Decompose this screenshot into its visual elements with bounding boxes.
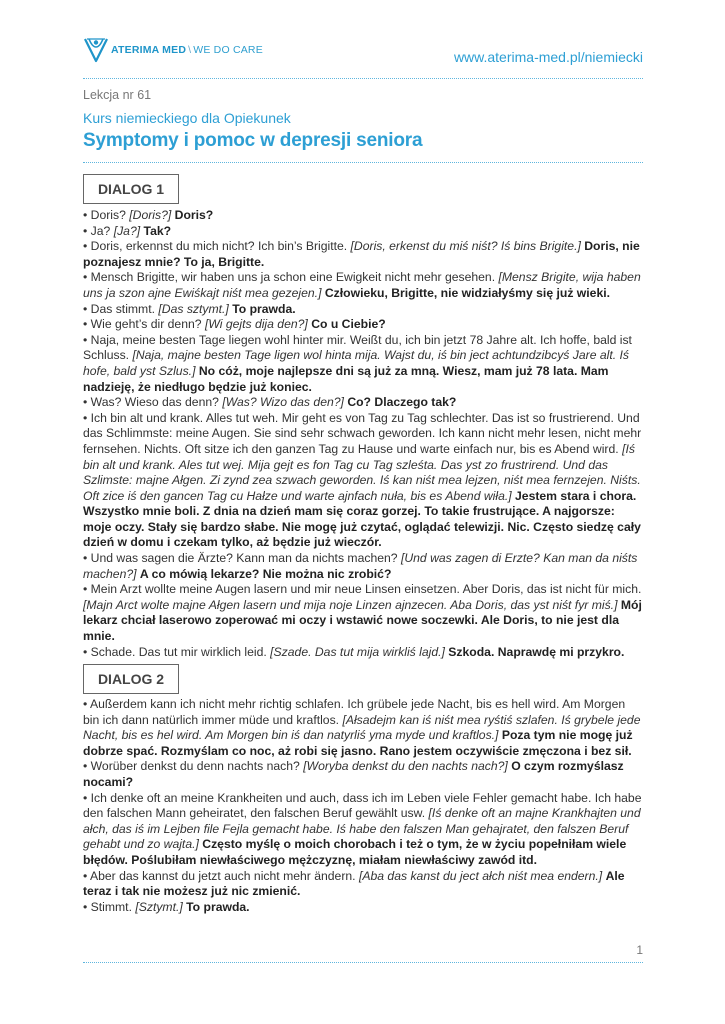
polish-translation: To prawda. bbox=[232, 301, 296, 316]
pronunciation-text: [Woryba denkst du den nachts nach?] bbox=[303, 759, 508, 774]
dialog-line bbox=[83, 759, 643, 790]
brand-logo[interactable] bbox=[83, 33, 263, 67]
pronunciation-text: [Und was zagen di Erzte? Kan man da niśts machen?] bbox=[83, 551, 638, 581]
pronunciation-text: [Ałsadejm kan iś niśt mea ryśtiś szlafen. Iś grybele jede Nacht, bis es hel wird. Am Morgen bin iś dan natyrliś yma myde und kraftlos.] bbox=[83, 712, 641, 743]
website-link[interactable]: www.aterima-med.pl/niemiecki bbox=[453, 49, 643, 65]
polish-translation: Jestem stara i chora. Wszystko mnie boli. Z dnia na dzień mam się coraz gorzej. To takie frustrujące. A najgorsze: moje oczy. Stały się bardzo słabe. Nie mogę już czytać, oglądać telewizji. Nic. Często siedzę cały dzień w domu i czekam tylko, aż będzie już wieczór. bbox=[83, 488, 641, 550]
dialog-2-text bbox=[83, 697, 643, 915]
pronunciation-text: [Sztymt.] bbox=[135, 899, 183, 914]
german-text: • Stimmt. bbox=[83, 899, 132, 914]
pronunciation-text: [Ja?] bbox=[113, 223, 141, 238]
german-text: • Mein Arzt wollte meine Augen lasern und mir neue Linsen einsetzen. Aber Doris, das ist nicht für mich. bbox=[83, 582, 642, 597]
dialog-line bbox=[83, 697, 643, 759]
course-name: Kurs niemieckiego dla Opiekunek bbox=[83, 110, 291, 126]
dialog-line bbox=[83, 302, 643, 318]
pronunciation-text: [Majn Arct wolte majne Ałgen lasern und mija noje Linzen ajnzecen. Aba Doris, das yst niśt fyr miś.] bbox=[83, 597, 618, 612]
polish-translation: O czym rozmyślasz nocami? bbox=[83, 759, 624, 789]
pronunciation-text: [Mensz Brigite, wija haben uns ja szon ajne Ewiśkajt niśt mea gezejen.] bbox=[83, 270, 641, 300]
page-header bbox=[83, 30, 643, 70]
pronunciation-text: [Iś denke oft an majne Krankhajten und ałch, das iś im Lejben file Fejla gemacht habe. Iś habe den falszen Man gehajratet, den falszen Beruf gehabt und zo wajta.] bbox=[83, 806, 641, 852]
dotted-divider bbox=[83, 962, 643, 963]
dialog-line bbox=[83, 270, 643, 301]
dialog-1-text bbox=[83, 208, 643, 660]
dialog-line bbox=[83, 869, 643, 900]
polish-translation: Człowieku, Brigitte, nie widziałyśmy się już wieki. bbox=[324, 285, 610, 300]
german-text: • Mensch Brigitte, wir haben uns ja schon eine Ewigkeit nicht mehr gesehen. bbox=[83, 270, 496, 285]
german-text: • Worüber denkst du denn nachts nach? bbox=[83, 759, 300, 774]
polish-translation: No cóż, moje najlepsze dni są już za mną. Wiesz, mam już 78 lata. Mam nadzieję, że niedługo będzie już koniec. bbox=[83, 363, 609, 394]
polish-translation: Doris? bbox=[174, 208, 214, 222]
lesson-number: Lekcja nr 61 bbox=[83, 88, 152, 102]
pronunciation-text: [Was? Wizo das den?] bbox=[222, 395, 344, 410]
dialog-line bbox=[83, 582, 643, 644]
dialog-2-label: DIALOG 2 bbox=[83, 664, 179, 694]
german-text: • Ich bin alt und krank. Alles tut weh. Mir geht es von Tag zu Tag schlechter. Das ist so frustrierend. Und das Schlimmste: meine Augen. Sie sind sehr schwach geworden. Ich kann nicht mehr lesen, nicht mehr fernsehen. Nichts. Oft sitze ich den ganzen Tag zu Hause und warte einfach nur, bis es Abend wird. bbox=[83, 410, 642, 456]
dialog-line bbox=[83, 411, 643, 551]
pronunciation-text: [Aba das kanst du ject ałch niśt mea endern.] bbox=[358, 868, 603, 883]
dialog-line bbox=[83, 395, 643, 411]
polish-translation: To prawda. bbox=[186, 899, 250, 914]
german-text: • Doris? bbox=[83, 208, 126, 222]
dialog-line bbox=[83, 317, 643, 333]
polish-translation: Poza tym nie mogę już dobrze spać. Rozmyślam co noc, aż robi się jasno. Rano jestem oczywiście zmęczona i bez sił. bbox=[83, 728, 633, 758]
pronunciation-text: [Doris?] bbox=[129, 208, 172, 222]
dialog-1-label: DIALOG 1 bbox=[83, 174, 179, 204]
dialog-line bbox=[83, 791, 643, 869]
dialog-line bbox=[83, 224, 643, 240]
german-text: • Und was sagen die Ärzte? Kann man da nichts machen? bbox=[83, 551, 398, 566]
dialog-line bbox=[83, 900, 643, 916]
polish-translation: Ale teraz i tak nie możesz już nic zmienić. bbox=[83, 868, 625, 899]
polish-translation: Co u Ciebie? bbox=[311, 317, 386, 332]
german-text: • Aber das kannst du jetzt auch nicht mehr ändern. bbox=[83, 868, 356, 883]
pronunciation-text: [Szade. Das tut mija wirkliś lajd.] bbox=[270, 644, 445, 659]
german-text: • Ich denke oft an meine Krankheiten und auch, dass ich im Leben viele Fehler gemacht habe. Ich habe den falschen Mann geheiratet, den falschen Beruf gewählt usw. bbox=[83, 790, 642, 821]
aterima-logo-icon bbox=[83, 35, 109, 65]
german-text: • Naja, meine besten Tage liegen wohl hinter mir. Weißt du, ich bin jetzt 78 Jahre alt. Ich hoffe, bald ist Schluss. bbox=[83, 332, 632, 363]
polish-translation: A co mówią lekarze? Nie można nic zrobić? bbox=[139, 566, 392, 581]
logo-wordmark: ATERIMA MED \ WE DO CARE bbox=[111, 44, 263, 56]
german-text: • Was? Wieso das denn? bbox=[83, 395, 219, 410]
pronunciation-text: [Wi gejts dija den?] bbox=[204, 317, 308, 332]
pronunciation-text: [Das sztymt.] bbox=[158, 301, 229, 316]
dialog-line bbox=[83, 333, 643, 395]
pronunciation-text: [Naja, majne besten Tage ligen wol hinta mija. Wajst du, iś bin ject achtundzibcyś Jare alt. Iś hofe, bald yst Szlus.] bbox=[83, 348, 630, 378]
polish-translation: Co? Dlaczego tak? bbox=[347, 395, 457, 410]
german-text: • Doris, erkennst du mich nicht? Ich bin’s Brigitte. bbox=[83, 239, 348, 254]
german-text: • Wie geht’s dir denn? bbox=[83, 317, 202, 332]
pronunciation-text: [Iś bin alt und krank. Ales tut wej. Mija gejt es fon Tag cu Tag szleśta. Das yst zo frustrirend. Und das Szlimste: majne Ałgen. Zi zynd zea szwach geworden. Iś kan niśt mea lejzen, niśt mea fernzejen. Niśts. Oft zice iś den gancen Tag cu Hałze und warte ajnfach nuła, bis es Abend wiła.] bbox=[83, 441, 641, 503]
german-text: • Ja? bbox=[83, 223, 111, 238]
dialog-line bbox=[83, 239, 643, 270]
german-text: • Das stimmt. bbox=[83, 301, 155, 316]
dialog-line bbox=[83, 551, 643, 582]
dotted-divider bbox=[83, 78, 643, 79]
polish-translation: Często myślę o moich chorobach i też o tym, że w życiu popełniłam wiele błędów. Poślubiłam niewłaściwego mężczyznę, miałam niewłaściwy zawód itd. bbox=[83, 837, 627, 867]
dialog-line bbox=[83, 645, 643, 661]
dialog-line bbox=[83, 208, 643, 224]
dotted-divider bbox=[83, 162, 643, 163]
polish-translation: Szkoda. Naprawdę mi przykro. bbox=[448, 644, 625, 659]
german-text: • Schade. Das tut mir wirklich leid. bbox=[83, 644, 267, 659]
polish-translation: Tak? bbox=[143, 223, 172, 238]
page-number: 1 bbox=[636, 943, 643, 957]
pronunciation-text: [Doris, erkenst du miś niśt? Iś bins Brigite.] bbox=[350, 239, 581, 254]
polish-translation: Doris, nie poznajesz mnie? To ja, Brigitte. bbox=[83, 239, 640, 269]
german-text: • Außerdem kann ich nicht mehr richtig schlafen. Ich grübele jede Nacht, bis es hell wird. Am Morgen bin ich dann natürlich immer müde und kraftlos. bbox=[83, 697, 626, 727]
page-title: Symptomy i pomoc w depresji seniora bbox=[83, 130, 423, 151]
polish-translation: Mój lekarz chciał laserowo zoperować mi oczy i wstawić nowe soczewki. Ale Doris, to nie jest dla mnie. bbox=[83, 597, 642, 644]
